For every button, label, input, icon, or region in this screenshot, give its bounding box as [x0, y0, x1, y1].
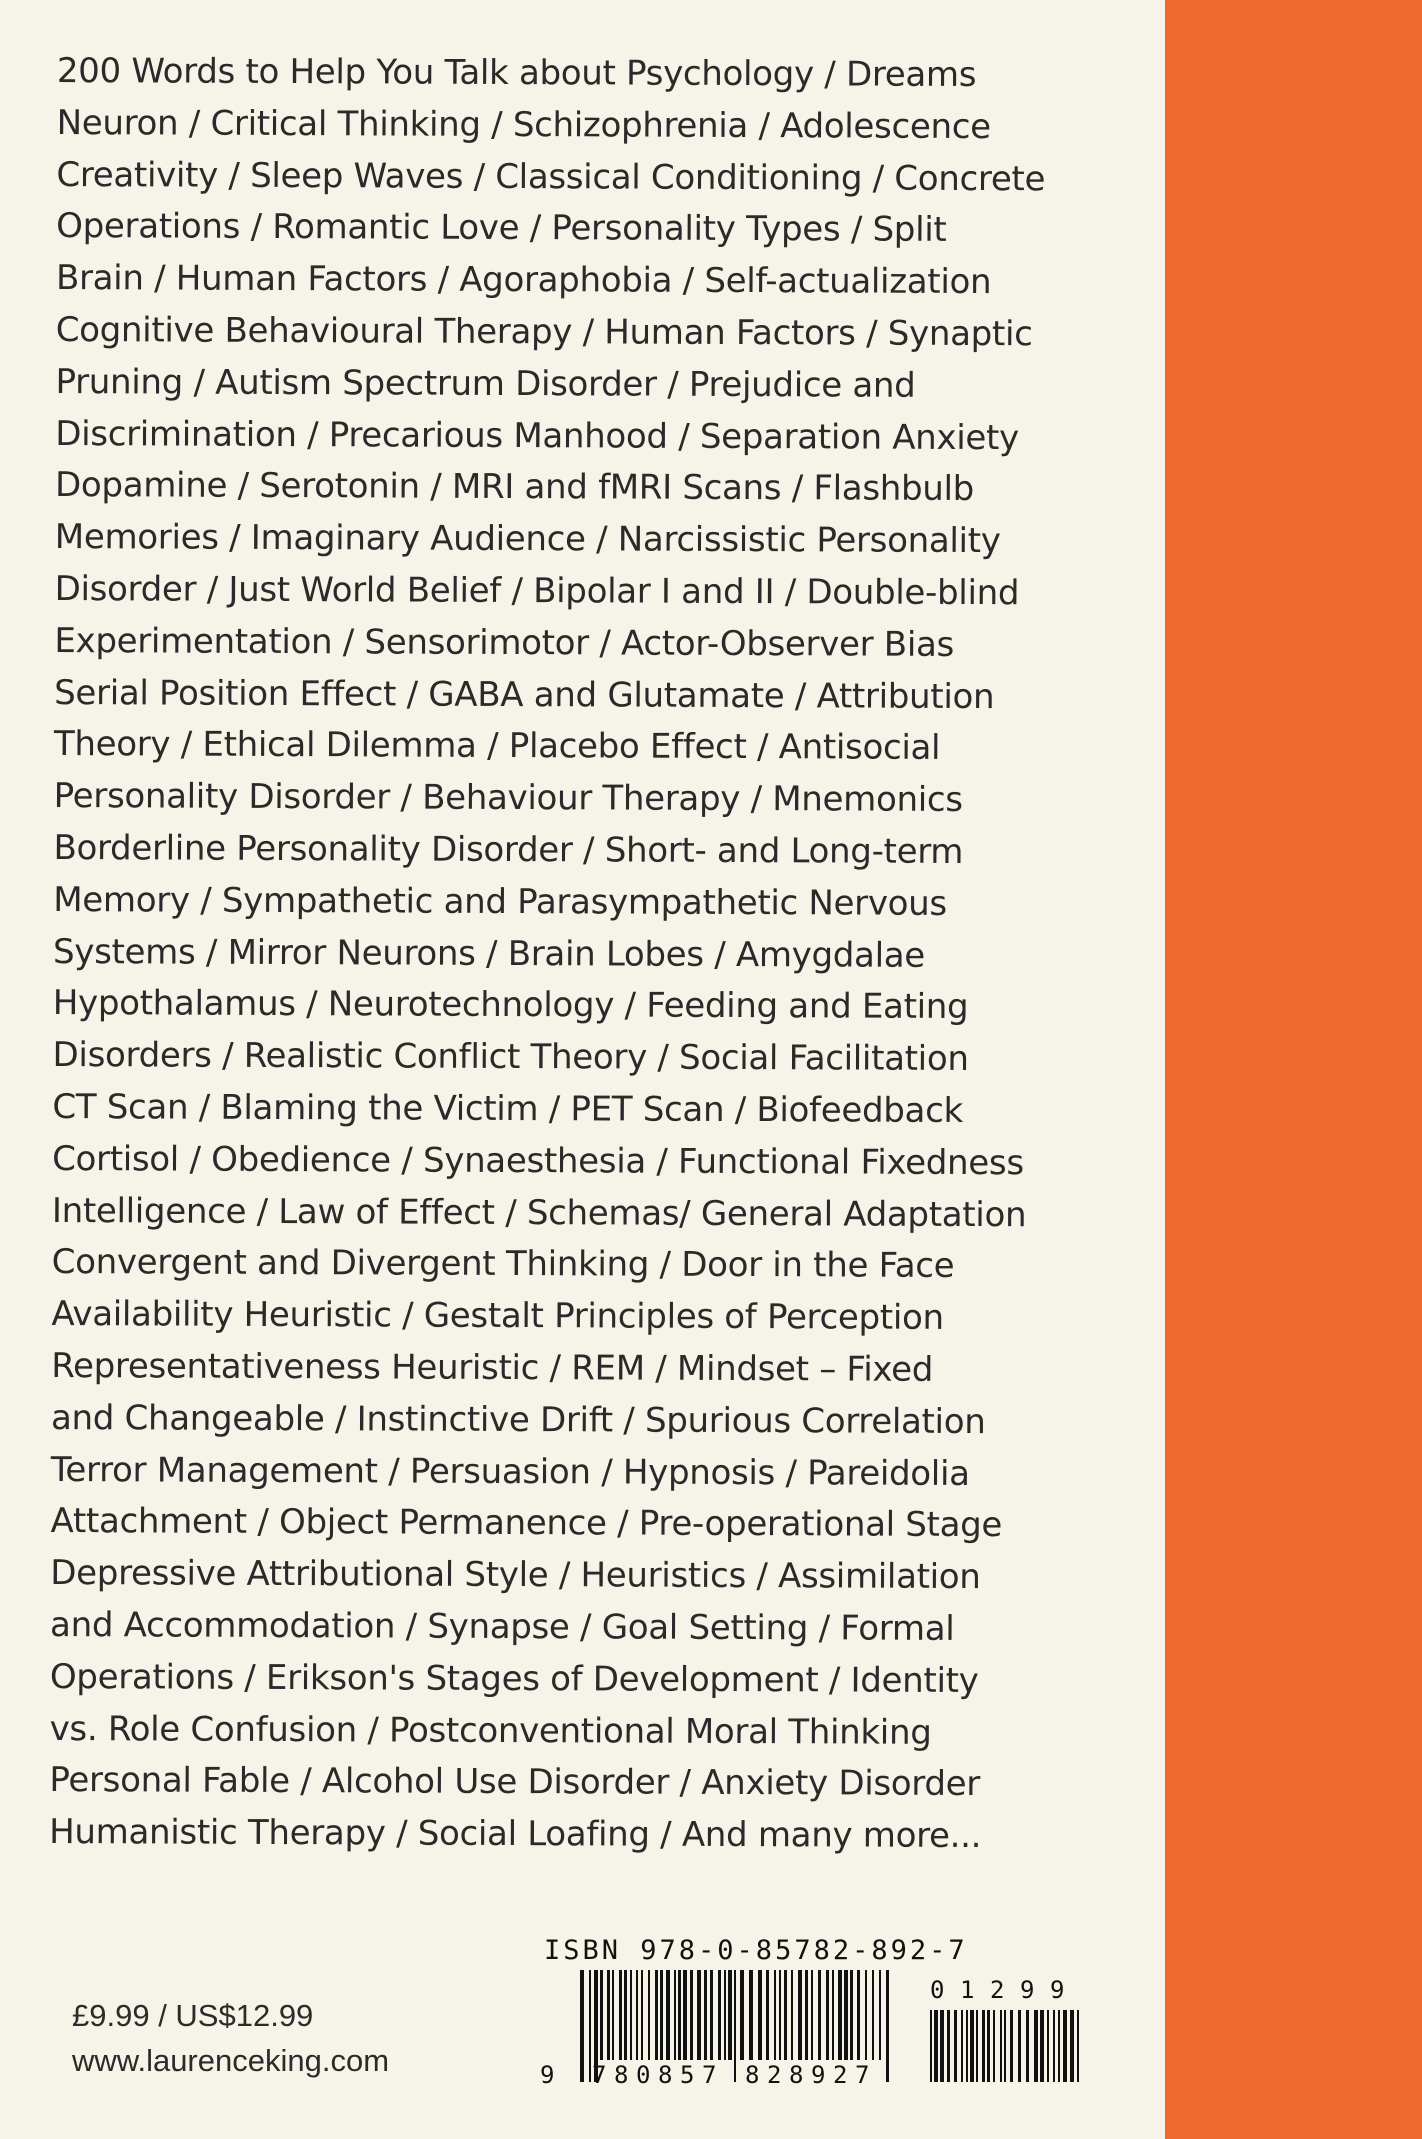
barcode-bar: [710, 1970, 713, 2060]
word-list-line: Memory / Sympathetic and Parasympathetic Nervous: [53, 879, 947, 924]
word-list-line: Humanistic Therapy / Social Loafing / And many more...: [49, 1812, 982, 1857]
barcode-bar: [791, 1970, 793, 2060]
barcode-bar: [1004, 2010, 1006, 2082]
barcode-digit: 8: [614, 2061, 629, 2089]
barcode-digit: 8: [745, 2061, 760, 2089]
orange-spine-stripe: [1165, 0, 1422, 2139]
barcode-digit: 0: [636, 2061, 651, 2089]
barcode-bar: [976, 2010, 978, 2082]
barcode-digit: 1: [960, 1976, 975, 2004]
barcode-bar: [728, 1970, 732, 2060]
word-list-line: Availability Heuristic / Gestalt Principles of Perception: [51, 1294, 944, 1339]
word-list-line: Discrimination / Precarious Manhood / Separation Anxiety: [55, 413, 1020, 458]
barcode-bar: [690, 1970, 693, 2060]
barcode-bar: [655, 1970, 658, 2060]
barcode-bar: [1077, 2010, 1079, 2082]
word-list-line: 200 Words to Help You Talk about Psychology / Dreams: [56, 50, 977, 96]
barcode-digit: 8: [658, 2061, 673, 2089]
addon-bars: [930, 2010, 1079, 2082]
barcode-bar: [589, 1970, 591, 2082]
word-list-line: Operations / Romantic Love / Personality Types / Split: [56, 206, 947, 251]
barcode-bar: [850, 1970, 853, 2060]
word-list-line: Terror Management / Persuasion / Hypnosis / Pareidolia: [50, 1449, 970, 1494]
word-list-line: Systems / Mirror Neurons / Brain Lobes / Amygdalae: [52, 931, 926, 976]
word-list-line: Memories / Imaginary Audience / Narcissistic Personality: [54, 517, 1001, 562]
barcode-digit: 5: [680, 2061, 695, 2089]
isbn-barcode: [540, 1966, 900, 2090]
barcode-bar: [766, 1970, 769, 2060]
word-list-line: Brain / Human Factors / Agoraphobia / Self-actualization: [55, 258, 992, 303]
barcode-bar: [724, 1970, 726, 2060]
barcode-bar: [779, 1970, 781, 2060]
barcode-bar: [678, 1970, 681, 2060]
isbn-label: ISBN 978-0-85782-892-7: [544, 1935, 968, 1966]
barcode-bar: [619, 1970, 622, 2060]
word-list-line: Personal Fable / Alcohol Use Disorder / Anxiety Disorder: [49, 1760, 981, 1805]
barcode-bar: [624, 1970, 627, 2060]
price: £9.99 / US$12.99: [72, 1998, 314, 2033]
barcode-bar: [1000, 2010, 1002, 2082]
word-list-line: Pruning / Autism Spectrum Disorder / Prejudice and: [55, 361, 916, 406]
barcode-bar: [798, 1970, 802, 2060]
word-list-line: vs. Role Confusion / Postconventional Moral Thinking: [49, 1708, 932, 1753]
word-list-line: and Changeable / Instinctive Drift / Spurious Correlation: [50, 1397, 986, 1442]
word-list-line: CT Scan / Blaming the Victim / PET Scan / Biofeedback: [52, 1086, 963, 1131]
barcode-bar: [648, 1970, 650, 2060]
word-list: [49, 46, 1087, 1863]
price-addon-barcode: [920, 1966, 1085, 2090]
barcode-bar: [734, 1970, 736, 2082]
barcode-bar: [740, 1970, 744, 2060]
word-list-line: Operations / Erikson's Stages of Development / Identity: [49, 1656, 979, 1701]
word-list-line: Disorder / Just World Belief / Bipolar I and II / Double-blind: [54, 568, 1020, 614]
barcode-bar: [1034, 2010, 1038, 2082]
barcode-bar: [749, 1970, 753, 2060]
word-list-line: Cortisol / Obedience / Synaesthesia / Functional Fixedness: [52, 1138, 1024, 1183]
barcode-bar: [636, 1970, 638, 2060]
barcode-digit: 0: [930, 1976, 945, 2004]
barcode-bar: [580, 1970, 584, 2082]
barcode-bar: [857, 1970, 860, 2060]
barcode-digit: 9: [1020, 1976, 1035, 2004]
word-list-line: Attachment / Object Permanence / Pre-operational Stage: [50, 1501, 1003, 1546]
barcode-bar: [774, 1970, 776, 2060]
barcode-bar: [704, 1970, 707, 2060]
barcode-bar: [1047, 2010, 1049, 2082]
barcode-digit: 7: [592, 2061, 607, 2089]
word-list-line: Creativity / Sleep Waves / Classical Conditioning / Concrete: [56, 154, 1046, 199]
barcode-bar: [718, 1970, 721, 2060]
barcode-bar: [1010, 2010, 1013, 2082]
word-list-line: Depressive Attributional Style / Heuristics / Assimilation: [50, 1553, 981, 1598]
barcode-bar: [886, 1970, 889, 2082]
word-list-line: Experimentation / Sensorimotor / Actor-Observer Bias: [54, 620, 955, 665]
barcode-bar: [872, 1970, 874, 2060]
barcode-bar: [947, 2010, 950, 2082]
barcode-bar: [683, 1970, 687, 2060]
barcode-bar: [811, 1970, 813, 2060]
barcode-bar: [607, 1970, 610, 2060]
barcode-digit: 8: [789, 2061, 804, 2089]
barcode-bar: [758, 1970, 762, 2060]
barcode-bar: [970, 2010, 974, 2082]
barcode-bar: [641, 1970, 643, 2060]
barcode-bar: [630, 1970, 632, 2060]
barcode-bar: [982, 2010, 985, 2082]
barcode-bar: [674, 1970, 676, 2060]
word-list-line: Hypothalamus / Neurotechnology / Feeding and Eating: [52, 983, 969, 1028]
barcode-digit: 7: [702, 2061, 717, 2089]
barcode-digit: 9: [811, 2061, 826, 2089]
barcode-bar: [600, 1970, 603, 2060]
word-list-line: Representativeness Heuristic / REM / Mindset – Fixed: [51, 1345, 934, 1390]
barcode-bar: [805, 1970, 808, 2060]
barcode-bar: [930, 2010, 932, 2082]
word-list-line: and Accommodation / Synapse / Goal Setting / Formal: [50, 1604, 955, 1649]
barcode-digit: 2: [990, 1976, 1005, 2004]
barcode-bar: [865, 1970, 867, 2060]
website-url: www.laurenceking.com: [72, 2043, 390, 2078]
barcode-digit: 9: [540, 2061, 555, 2089]
barcode-bar: [818, 1970, 821, 2060]
barcode-digit: 7: [855, 2061, 870, 2089]
word-list-line: Convergent and Divergent Thinking / Door in the Face: [51, 1242, 955, 1287]
word-list-line: Theory / Ethical Dilemma / Placebo Effect / Antisocial: [53, 724, 941, 769]
barcode-bar: [1070, 2010, 1074, 2082]
word-list-line: Neuron / Critical Thinking / Schizophrenia / Adolescence: [56, 102, 991, 147]
barcode-bar: [1053, 2010, 1055, 2082]
barcode-bar: [1063, 2010, 1067, 2082]
barcode-bar: [1040, 2010, 1044, 2082]
barcode-bar: [832, 1970, 834, 2060]
barcode-digit: 9: [1050, 1976, 1065, 2004]
barcode-bar: [844, 1970, 848, 2060]
word-list-line: Dopamine / Serotonin / MRI and fMRI Scans / Flashbulb: [54, 465, 975, 510]
word-list-line: Personality Disorder / Behaviour Therapy / Mnemonics: [53, 776, 963, 821]
barcode-bar: [838, 1970, 842, 2060]
barcode-bar: [1018, 2010, 1021, 2082]
barcode-bar: [826, 1970, 829, 2060]
barcode-bar: [934, 2010, 938, 2082]
barcode-bar: [697, 1970, 701, 2060]
barcode-bar: [961, 2010, 963, 2082]
barcode-bar: [612, 1970, 614, 2060]
word-list-line: Borderline Personality Disorder / Short- and Long-term: [53, 827, 964, 872]
barcode-bar: [987, 2010, 990, 2082]
barcode-bar: [660, 1970, 663, 2060]
barcode-bar: [784, 1970, 787, 2060]
word-list-line: Cognitive Behavioural Therapy / Human Factors / Synaptic: [55, 309, 1033, 355]
barcode-bar: [1058, 2010, 1060, 2082]
word-list-line: Disorders / Realistic Conflict Theory / Social Facilitation: [52, 1035, 969, 1080]
word-list-line: Serial Position Effect / GABA and Glutamate / Attribution: [54, 672, 995, 717]
barcode-digit: 2: [767, 2061, 782, 2089]
addon-digits: [930, 1976, 1064, 2004]
barcode-digit: 2: [833, 2061, 848, 2089]
barcode-bar: [666, 1970, 670, 2060]
barcode-bar: [940, 2010, 944, 2082]
word-list-line: Intelligence / Law of Effect / Schemas/ General Adaptation: [51, 1190, 1027, 1235]
barcode-bar: [954, 2010, 957, 2082]
barcode-bar: [879, 1970, 881, 2060]
barcode-bar: [966, 2010, 968, 2082]
barcode-bar: [1026, 2010, 1029, 2082]
barcode-bar: [993, 2010, 995, 2082]
